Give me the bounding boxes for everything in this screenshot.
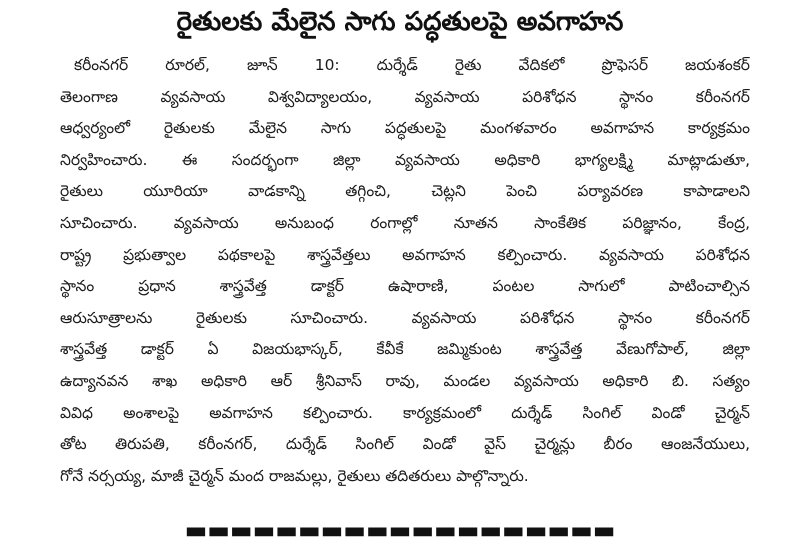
body-line: తెలంగాణ వ్యవసాయ విశ్వవిద్యాలయం, వ్యవసాయ పరిశోధన స్థానం కరీంనగర్: [60, 87, 750, 106]
body-line: ఆరుసూత్రాలను రైతులకు సూచించారు. వ్యవసాయ పరిశోధన స్థానం కరీంనగర్: [60, 308, 750, 327]
body-line: గోనే నర్సయ్య, మాజీ చైర్మన్ మంద రాజమల్లు, రైతులు తదితరులు పాల్గొన్నారు.: [60, 466, 529, 485]
body-line: రైతులు యూరియా వాడకాన్ని తగ్గించి, చెట్లని పెంచి పర్యావరణ కాపాడాలని: [60, 182, 750, 201]
body-line: తోట తిరుపతి, కరీంనగర్, దుర్శేడ్ సింగిల్ విండో వైస్ చైర్మన్లు బీరం ఆంజనేయులు,: [60, 435, 750, 454]
body-line: శాస్త్రవేత్త డాక్టర్ ఏ విజయభాస్కర్, కేవీకే జమ్మికుంట శాస్త్రవేత్త వేణుగోపాల్, జిల్లా: [60, 340, 750, 359]
body-line: సూచించారు. వ్యవసాయ అనుబంధ రంగాల్లో నూతన సాంకేతిక పరిజ్ఞానం, కేంద్ర,: [60, 213, 750, 232]
body-line: నిర్వహించారు. ఈ సందర్భంగా జిల్లా వ్యవసాయ అధికారి భాగ్యలక్ష్మి మాట్లాడుతూ,: [60, 150, 750, 169]
body-line: రాష్ట్ర ప్రభుత్వాల పథకాలపై శాస్త్రవేత్తలు అవగాహన కల్పించారు. వ్యవసాయ పరిశోధన: [60, 245, 750, 264]
body-line: కరీంనగర్ రూరల్, జూన్ 10: దుర్శేడ్ రైతు వేదికలో ప్రొఫెసర్ జయశంకర్: [74, 56, 750, 74]
article-headline: రైతులకు మేలైన సాగు పద్ధతులపై అవగాహన: [176, 7, 624, 37]
next-article-headline: ▬▬▬▬▬▬▬▬▬▬▬▬▬▬▬▬▬▬▬: [184, 516, 616, 544]
body-line: స్థానం ప్రధాన శాస్త్రవేత్త డాక్టర్ ఉషారాణి, పంటల సాగులో పాటించాల్సిన: [60, 277, 750, 296]
body-line: వివిధ అంశాలపై అవగాహన కల్పించారు. కార్యక్రమంలో దుర్శేడ్ సింగిల్ విండో చైర్మన్: [60, 403, 750, 422]
body-line: ఆధ్వర్యంలో రైతులకు మేలైన సాగు పద్ధతులపై మంగళవారం అవగాహన కార్యక్రమం: [60, 119, 750, 138]
next-article-headline-cropped: [0, 516, 800, 544]
article-body: [60, 50, 750, 492]
body-line: ఉద్యానవన శాఖ అధికారి ఆర్ శ్రీనివాస్ రావు, మండల వ్యవసాయ అధికారి బి. సత్యం: [60, 371, 750, 390]
